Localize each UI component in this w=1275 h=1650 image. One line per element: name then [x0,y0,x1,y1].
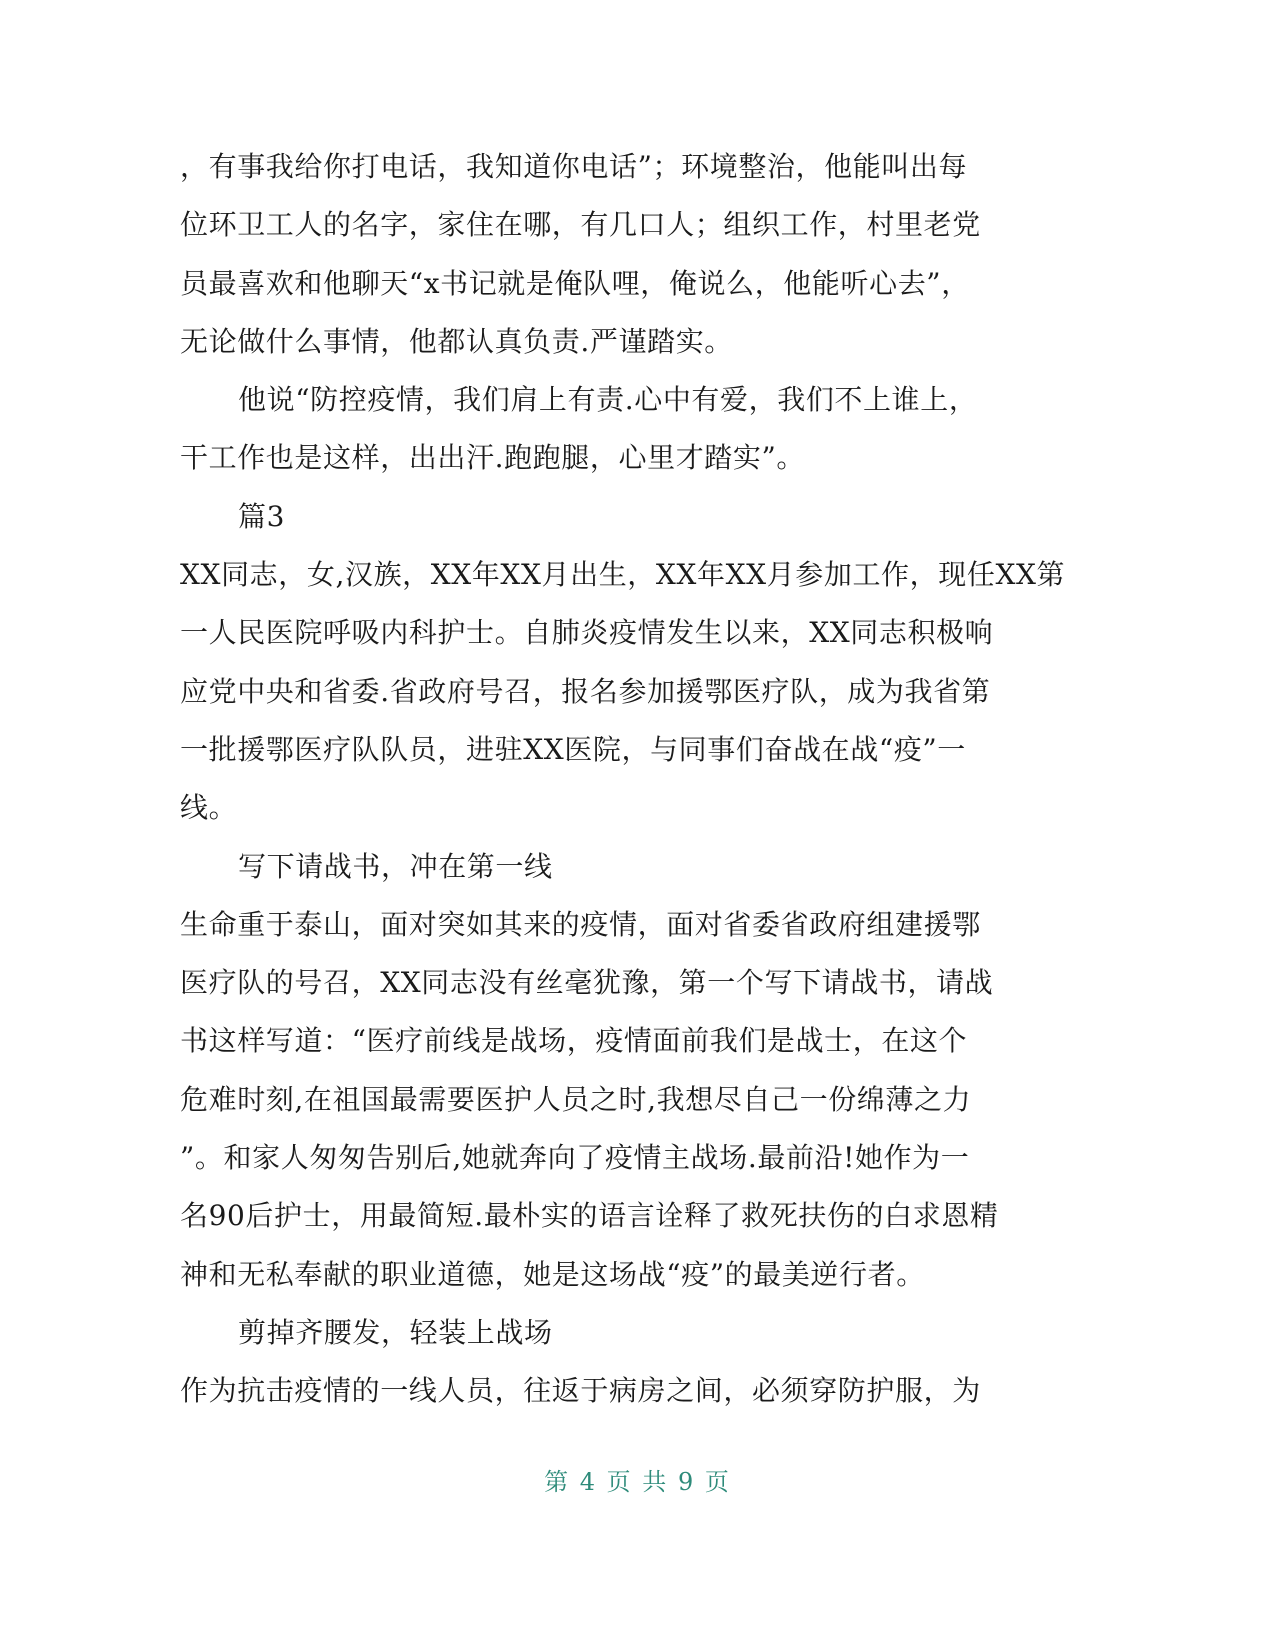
text-line: 神和无私奉献的职业道德，她是这场战“疫”的最美逆行者。 [180,1257,925,1291]
text-line: 线。 [180,791,238,825]
page-footer: 第 4 页 共 9 页 [544,1468,731,1496]
text-line: 一人民医院呼吸内科护士。自肺炎疫情发生以来，XX同志积极响 [180,616,994,650]
text-line: 写下请战书，冲在第一线 [238,849,553,883]
document-body [180,138,1066,1421]
text-line: 危难时刻,在祖国最需要医护人员之时,我想尽自己一份绵薄之力 [180,1082,972,1116]
text-line: 书这样写道：“医疗前线是战场，疫情面前我们是战士，在这个 [180,1024,968,1058]
text-line: 生命重于泰山，面对突如其来的疫情，面对省委省政府组建援鄂 [180,907,981,941]
text-line: 医疗队的号召，XX同志没有丝毫犹豫，第一个写下请战书，请战 [180,966,994,1000]
text-line: 他说“防控疫情，我们肩上有责.心中有爱，我们不上谁上， [238,383,978,417]
text-line: 作为抗击疫情的一线人员，往返于病房之间，必须穿防护服，为 [180,1374,981,1408]
text-line: ”。和家人匆匆告别后,她就奔向了疫情主战场.最前沿!她作为一 [180,1141,970,1175]
text-line: 剪掉齐腰发，轻装上战场 [238,1315,553,1349]
text-line: 无论做什么事情，他都认真负责.严谨踏实。 [180,324,733,358]
text-line: 名90后护士，用最简短.最朴实的语言诠释了救死扶伤的白求恩精 [180,1199,999,1233]
text-line: 一批援鄂医疗队队员，进驻XX医院，与同事们奋战在战“疫”一 [180,732,966,766]
text-line: XX同志，女,汉族，XX年XX月出生，XX年XX月参加工作，现任XX第 [180,558,1066,592]
text-line: 位环卫工人的名字，家住在哪，有几口人；组织工作，村里老党 [180,208,981,242]
text-line: ，有事我给你打电话，我知道你电话”；环境整治，他能叫出每 [180,150,968,183]
text-line: 员最喜欢和他聊天“x书记就是俺队哩，俺说么，他能听心去”， [180,266,970,300]
text-line: 篇3 [238,499,286,533]
text-line: 应党中央和省委.省政府号召，报名参加援鄂医疗队，成为我省第 [180,674,991,708]
text-line: 干工作也是这样，出出汗.跑跑腿，心里才踏实”。 [180,441,806,475]
